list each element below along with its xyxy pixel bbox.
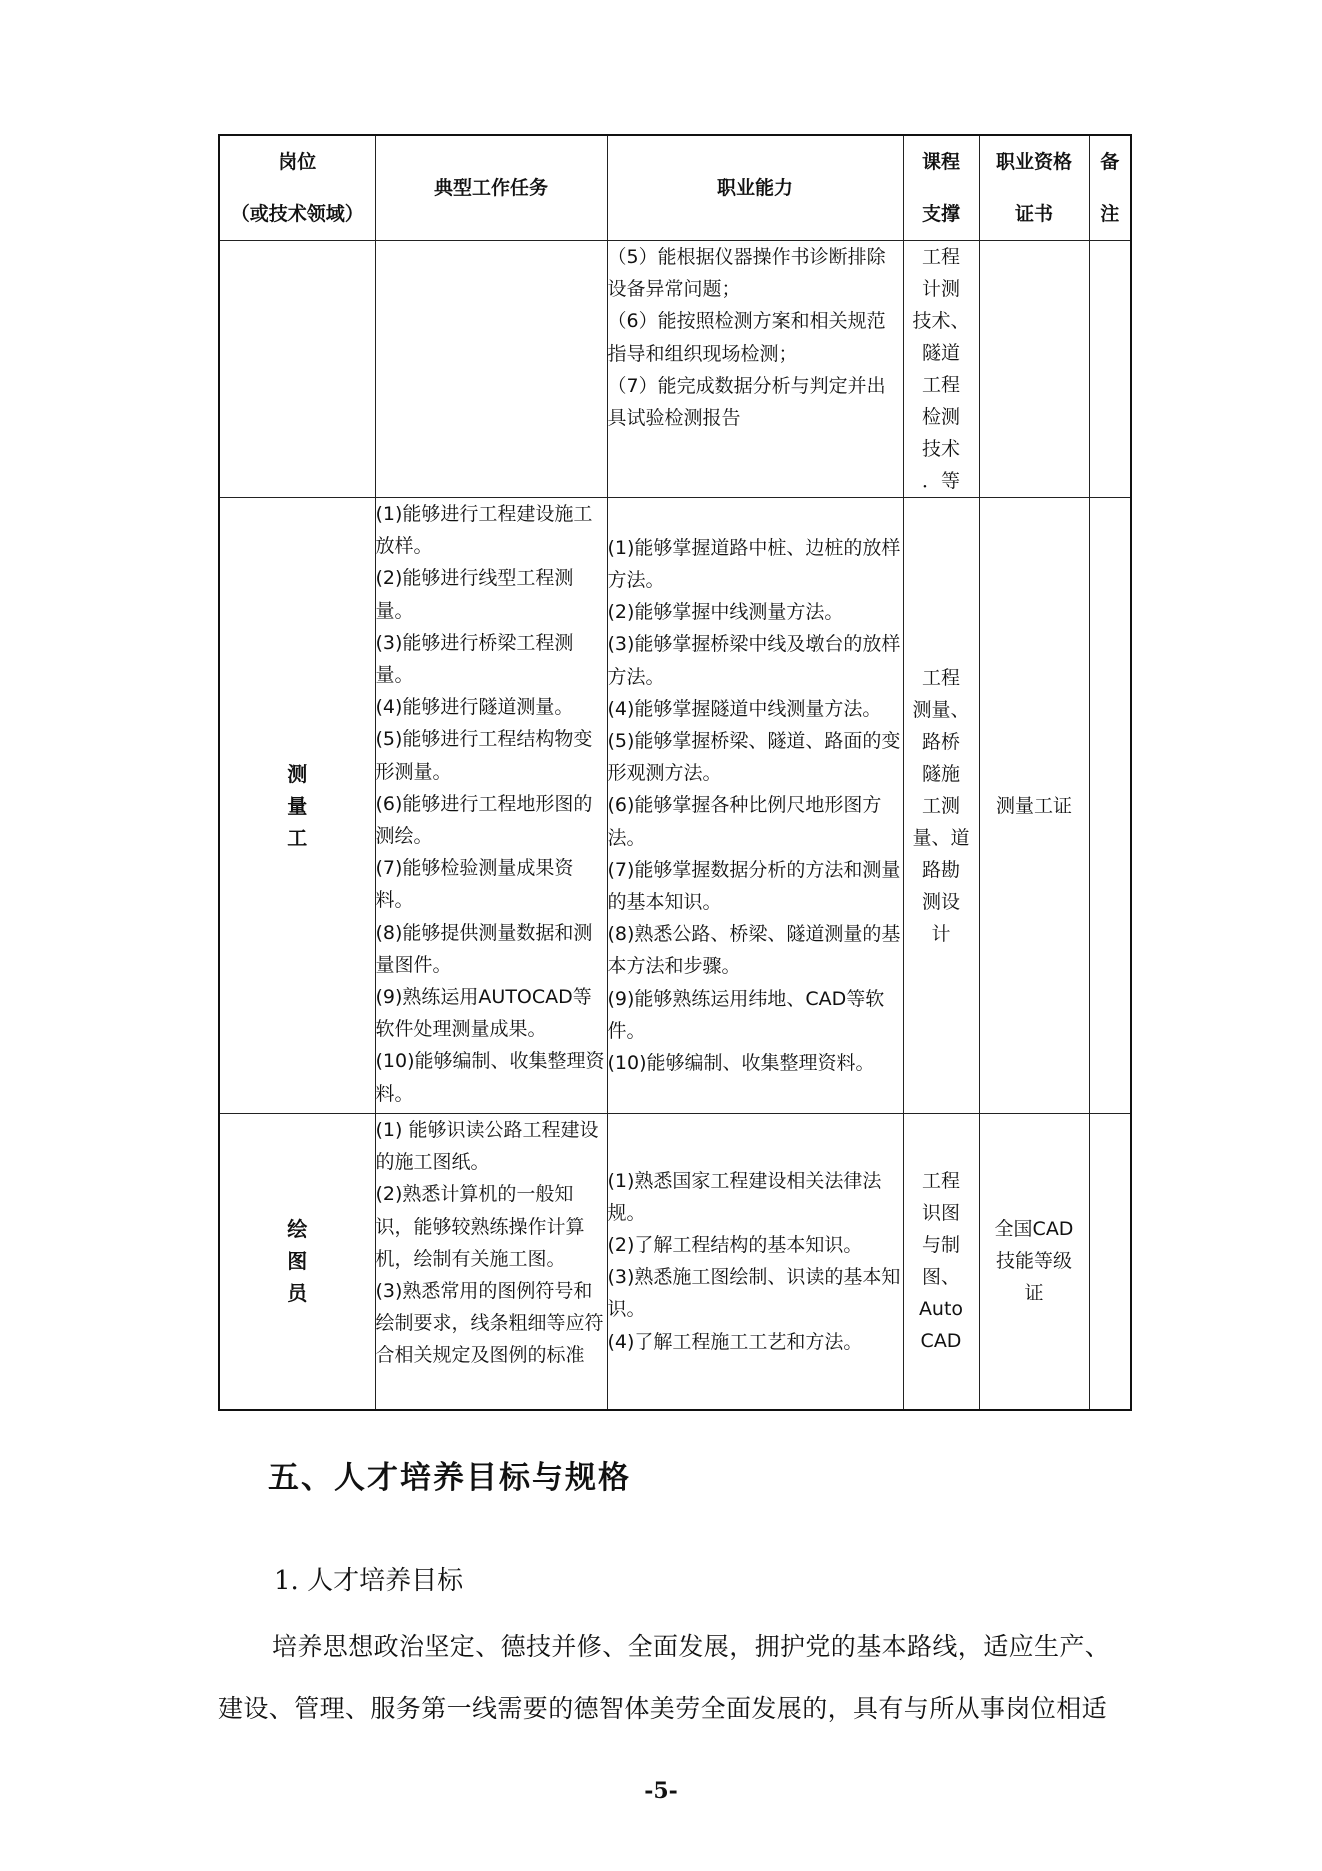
task-item: (1) 能够识读公路工程建设的施工图纸。: [375, 1119, 599, 1174]
support-line: 路桥: [921, 730, 960, 753]
table-row: [219, 1114, 1131, 1410]
post-char: 测: [287, 761, 308, 786]
body-paragraph: 培养思想政治坚定、德技并修、全面发展，拥护党的基本路线，适应生产、建设、管理、服务第一线需要的德智体美劳全面发展的，具有与所从事岗位相适: [218, 1632, 1111, 1723]
support-cell: [903, 241, 979, 498]
ability-item: (7)能够掌握数据分析的方法和测量的基本知识。: [607, 858, 901, 913]
ability-item: (10)能够编制、收集整理资料。: [607, 1052, 875, 1075]
ability-item: (3)熟悉施工图绘制、识读的基本知识。: [607, 1266, 901, 1321]
post-char: 量: [287, 793, 308, 818]
support-cell: [903, 498, 979, 1114]
header-tasks: 典型工作任务: [375, 135, 607, 241]
header-support: [903, 135, 979, 241]
ability-item: (3)能够掌握桥梁中线及墩台的放样方法。: [607, 633, 901, 688]
competency-table: [218, 134, 1132, 1411]
header-post: [219, 135, 375, 241]
header-support-line1: 课程: [921, 151, 960, 173]
tasks-cell: [375, 1114, 607, 1410]
table-row: [219, 498, 1131, 1114]
cert-line: 测量工证: [995, 794, 1072, 817]
post-cell: [219, 241, 375, 498]
ability-item: (2)能够掌握中线测量方法。: [607, 601, 844, 624]
task-item: (7)能够检验测量成果资料。: [375, 857, 574, 912]
header-cert-line2: 证书: [1014, 203, 1053, 225]
ability-item: (5)能够掌握桥梁、隧道、路面的变形观测方法。: [607, 729, 901, 785]
support-line: 计: [931, 922, 951, 945]
header-ability: 职业能力: [607, 135, 903, 241]
header-support-line2: 支撑: [921, 203, 960, 225]
task-item: (9)熟练运用AUTOCAD等软件处理测量成果。: [375, 986, 592, 1041]
table-row: [219, 241, 1131, 498]
ability-item: (2)了解工程结构的基本知识。: [607, 1234, 863, 1257]
ability-cell: [607, 241, 903, 498]
ability-item: (6)能够掌握各种比例尺地形图方法。: [607, 794, 882, 849]
ability-item: (1)能够掌握道路中桩、边桩的放样方法。: [607, 536, 901, 591]
ability-item: (9)能够熟练运用纬地、CAD等软件。: [607, 987, 885, 1042]
ability-item: （6）能按照检测方案和相关规范指导和组织现场检测；: [607, 310, 886, 365]
task-item: (1)能够进行工程建设施工放样。: [375, 503, 593, 558]
support-line: ．等: [921, 470, 960, 492]
post-cell: [219, 498, 375, 1114]
task-item: (10)能够编制、收集整理资料。: [375, 1050, 605, 1105]
header-post-line2: （或技术领域）: [230, 203, 364, 225]
ability-item: (4)能够掌握隧道中线测量方法。: [607, 697, 882, 720]
support-line: 工程: [921, 666, 960, 689]
table-header-row: [219, 135, 1131, 241]
ability-item: （7）能完成数据分析与判定并出具试验检测报告: [607, 374, 886, 430]
cert-line: 全国CAD: [994, 1218, 1074, 1241]
task-item: (5)能够进行工程结构物变形测量。: [375, 728, 593, 783]
header-remark-line1: 备: [1100, 151, 1120, 173]
cert-cell: [979, 241, 1089, 498]
header-remark: [1089, 135, 1131, 241]
support-line: 工程: [921, 246, 960, 268]
support-line: 量、道: [912, 826, 970, 849]
support-line: 路勘: [921, 858, 960, 881]
support-line: 技术: [921, 438, 960, 460]
support-cell: [903, 1114, 979, 1410]
post-char: 图: [287, 1249, 308, 1274]
cert-line: 技能等级: [995, 1250, 1072, 1273]
ability-item: (8)熟悉公路、桥梁、隧道测量的基本方法和步骤。: [607, 923, 901, 978]
post-char: 工: [287, 825, 308, 850]
section-title: 五、人才培养目标与规格: [268, 1460, 631, 1496]
ability-cell: [607, 1114, 903, 1410]
support-line: 与制: [921, 1234, 960, 1257]
post-cell: [219, 1114, 375, 1410]
support-line: 测设: [921, 890, 960, 913]
task-item: (2)能够进行线型工程测量。: [375, 567, 574, 622]
support-line: CAD: [920, 1330, 962, 1353]
header-cert-line1: 职业资格: [995, 151, 1072, 173]
remark-cell: [1089, 241, 1131, 498]
cert-cell: [979, 498, 1089, 1114]
header-cert: [979, 135, 1089, 241]
cert-line: 证: [1024, 1282, 1044, 1305]
support-line: Auto: [918, 1298, 964, 1321]
support-line: 识图: [921, 1202, 960, 1225]
task-item: (2)熟悉计算机的一般知识，能够较熟练操作计算机，绘制有关施工图。: [375, 1183, 585, 1270]
task-item: (6)能够进行工程地形图的测绘。: [375, 792, 593, 848]
header-post-line1: 岗位: [278, 151, 317, 173]
support-line: 工程: [921, 374, 960, 396]
ability-item: (1)熟悉国家工程建设相关法律法规。: [607, 1169, 882, 1224]
support-line: 工测: [921, 794, 960, 817]
remark-cell: [1089, 498, 1131, 1114]
task-item: (4)能够进行隧道测量。: [375, 696, 574, 719]
post-char: 员: [287, 1281, 308, 1306]
tasks-cell: [375, 241, 607, 498]
ability-item: (4)了解工程施工工艺和方法。: [607, 1330, 863, 1353]
cert-cell: [979, 1114, 1089, 1410]
support-line: 图、: [921, 1266, 960, 1289]
support-line: 计测: [921, 278, 960, 300]
header-remark-line2: 注: [1100, 203, 1120, 225]
post-char: 绘: [287, 1217, 308, 1242]
support-line: 工程: [921, 1170, 960, 1193]
support-line: 检测: [921, 406, 960, 428]
support-line: 隧道: [921, 342, 960, 364]
page-number: -5-: [644, 1778, 678, 1804]
tasks-cell: [375, 498, 607, 1114]
support-line: 测量、: [912, 698, 970, 721]
task-item: (3)能够进行桥梁工程测量。: [375, 631, 574, 687]
support-line: 隧施: [921, 762, 960, 785]
task-item: (8)能够提供测量数据和测量图件。: [375, 921, 593, 976]
section-subtitle: 1. 人才培养目标: [274, 1566, 464, 1596]
ability-cell: [607, 498, 903, 1114]
remark-cell: [1089, 1114, 1131, 1410]
support-line: 技术、: [912, 310, 970, 332]
ability-item: （5）能根据仪器操作书诊断排除设备异常问题；: [607, 246, 886, 301]
task-item: (3)熟悉常用的图例符号和绘制要求，线条粗细等应符合相关规定及图例的标准: [375, 1280, 604, 1367]
